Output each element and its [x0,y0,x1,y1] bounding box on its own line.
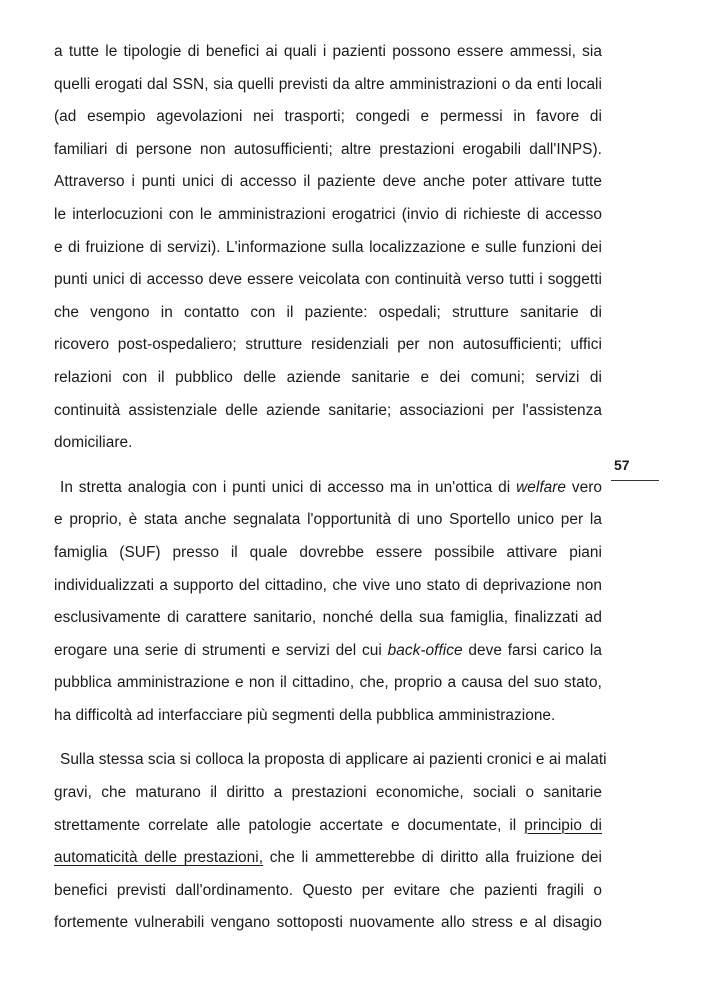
text-line: ha difficoltà ad interfacciare più segmenti della pubblica amministrazione. [54,706,556,724]
text-line: che vengono in contatto con il paziente: ospedali; strutture sanitarie di [54,303,602,321]
text-line: gravi, che maturano il diritto a prestazioni economiche, sociali o sanitarie [54,784,602,802]
text-line: continuità assistenziale delle aziende sanitarie; associazioni per l'assistenza [54,401,602,419]
text-line: famiglia (SUF) presso il quale dovrebbe essere possibile attivare piani [54,543,602,561]
paragraph-2 [54,472,602,733]
page-number: 57 [614,457,630,473]
text-line: (ad esempio agevolazioni nei trasporti; congedi e permessi in favore di [54,108,602,126]
text-line: e di fruizione di servizi). L'informazione sulla localizzazione e sulle funzioni dei [54,238,602,256]
text-run: deve farsi carico la [462,641,603,659]
text-line: familiari di persone non autosufficienti; altre prestazioni erogabili dall'INPS). [54,140,602,158]
text-line: quelli erogati dal SSN, sia quelli previsti da altre amministrazioni o da enti locali [54,75,602,93]
text-line [54,472,602,505]
paragraph-3 [54,744,607,940]
text-run: strettamente correlate alle patologie accertate e documentate, il [54,816,525,834]
text-line: Sulla stessa scia si colloca la proposta di applicare ai pazienti cronici e ai malati [60,751,607,769]
text-line: pubblica amministrazione e non il cittadino, che, proprio a causa del suo stato, [54,674,602,692]
text-run: In stretta analogia con i punti unici di accesso ma in un'ottica di [60,478,517,496]
italic-term: back-office [387,641,463,659]
page-number-divider [611,480,659,481]
italic-term: welfare [516,478,567,496]
text-line: relazioni con il pubblico delle aziende sanitarie e dei comuni; servizi di [54,368,602,386]
text-line: le interlocuzioni con le amministrazioni erogatrici (invio di richieste di accesso [54,205,602,223]
text-line: e proprio, è stata anche segnalata l'opportunità di uno Sportello unico per la [54,511,602,529]
text-line: a tutte le tipologie di benefici ai quali i pazienti possono essere ammessi, sia [54,43,602,60]
text-line: fortemente vulnerabili vengano sottoposti nuovamente allo stress e al disagio [54,914,602,932]
text-line: punti unici di accesso deve essere veicolata con continuità verso tutti i soggetti [54,271,602,289]
text-line: Attraverso i punti unici di accesso il paziente deve anche poter attivare tutte [54,173,602,191]
text-line: esclusivamente di carattere sanitario, nonché della sua famiglia, finalizzati ad [54,609,602,627]
text-run: erogare una serie di strumenti e servizi del cui [54,641,388,659]
underlined-term: automaticità delle prestazioni, [54,849,264,867]
paragraph-1 [54,36,602,460]
text-line: domiciliare. [54,434,133,452]
text-line [54,810,602,843]
text-line: benefici previsti dall'ordinamento. Questo per evitare che pazienti fragili o [54,881,602,899]
text-line: ricovero post-ospedaliero; strutture residenziali per non autosufficienti; uffici [54,336,602,354]
text-line: individualizzati a supporto del cittadino, che vive uno stato di deprivazione non [54,576,602,594]
text-line [54,842,602,875]
body-text [54,36,607,952]
text-line [54,635,602,668]
text-run: vero [566,478,603,496]
text-run: che li ammetterebbe di diritto alla fruizione dei [263,849,602,867]
underlined-term: principio di [524,816,603,834]
